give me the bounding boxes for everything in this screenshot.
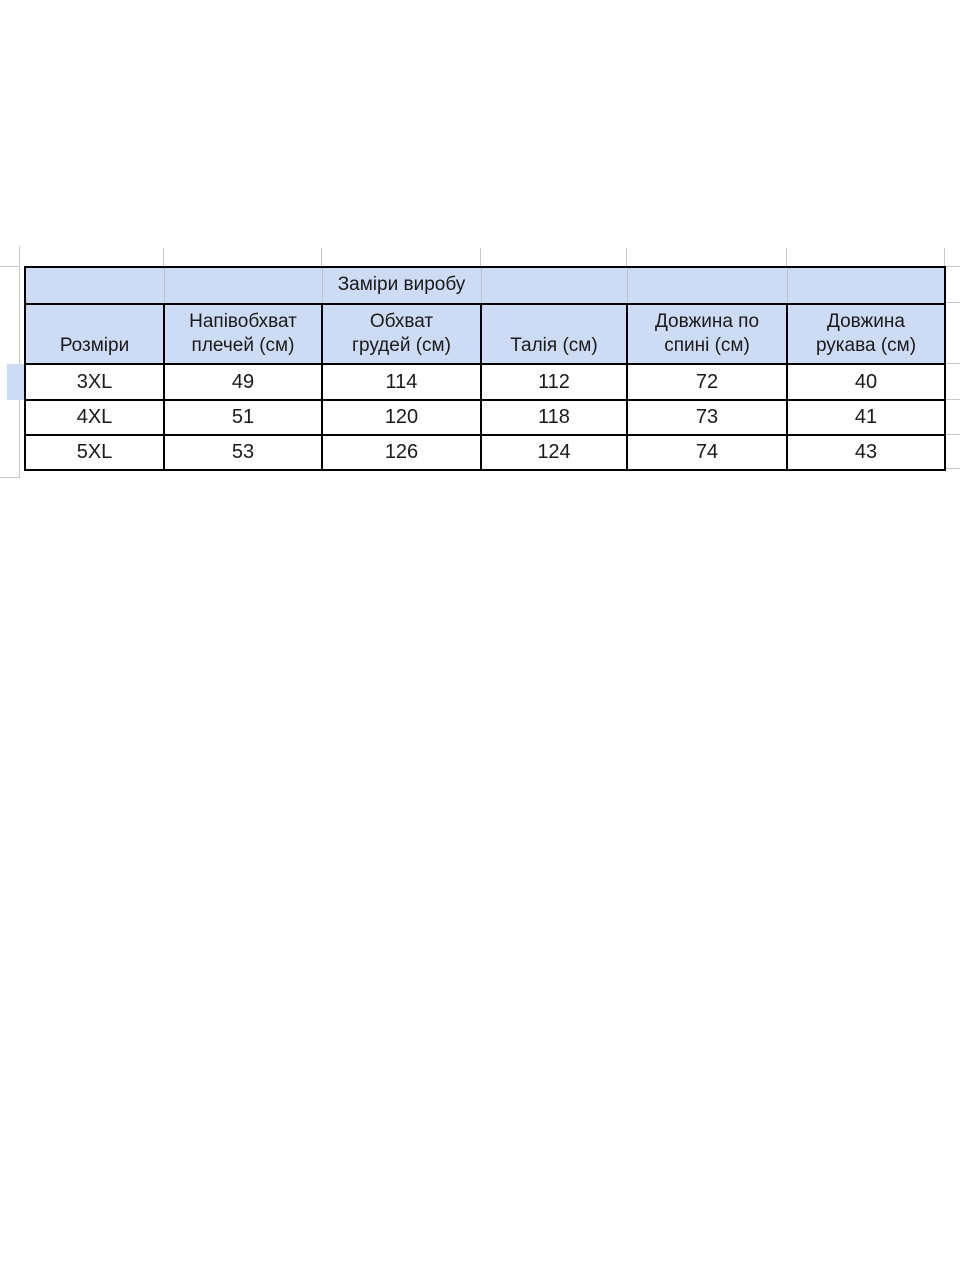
value-cell: 74	[627, 435, 787, 470]
table-title-row	[25, 267, 945, 304]
table-row	[25, 364, 945, 400]
header-line: Довжина	[827, 311, 905, 332]
header-chest-girth	[322, 304, 481, 364]
value-cell: 49	[164, 364, 322, 400]
value-cell: 51	[164, 400, 322, 435]
header-sizes	[25, 304, 164, 364]
value-cell: 124	[481, 435, 627, 470]
size-cell: 3XL	[25, 364, 164, 400]
table-title: Заміри виробу	[322, 267, 481, 304]
header-shoulder-half-girth	[164, 304, 322, 364]
title-spacer-cell	[481, 267, 627, 304]
value-cell: 118	[481, 400, 627, 435]
header-line: Напівобхват	[189, 311, 297, 332]
table-header-row	[25, 304, 945, 364]
header-waist	[481, 304, 627, 364]
gridline-tick-top-right	[944, 248, 945, 266]
size-chart-table	[24, 266, 946, 471]
gridline-tick-bottom-left	[0, 477, 19, 478]
gridline-tick-right-row3	[946, 399, 960, 400]
size-cell: 4XL	[25, 400, 164, 435]
value-cell: 53	[164, 435, 322, 470]
value-cell: 40	[787, 364, 945, 400]
value-cell: 72	[627, 364, 787, 400]
header-line: Довжина по	[654, 311, 760, 332]
gridline-tick-top-col1	[163, 248, 164, 266]
gridline-tick-right-row1	[946, 302, 960, 303]
gridline-vertical-left	[19, 246, 20, 478]
value-cell: 73	[627, 400, 787, 435]
title-spacer-cell	[25, 267, 164, 304]
value-cell: 41	[787, 400, 945, 435]
gridline-tick-right-row4	[946, 434, 960, 435]
gridline-tick-right-row0	[946, 266, 960, 267]
gridline-tick-top-left	[0, 266, 19, 267]
header-line: Розміри	[59, 335, 130, 356]
highlighted-partial-cell	[7, 364, 24, 400]
gridline-tick-top-col2	[321, 248, 322, 266]
value-cell: 120	[322, 400, 481, 435]
header-back-length	[627, 304, 787, 364]
gridline-tick-right-row2	[946, 363, 960, 364]
value-cell: 112	[481, 364, 627, 400]
size-cell: 5XL	[25, 435, 164, 470]
value-cell: 126	[322, 435, 481, 470]
header-line: грудей (см)	[352, 335, 451, 356]
header-line: Обхват	[369, 311, 434, 332]
gridline-tick-right-row5	[946, 468, 960, 469]
title-spacer-cell	[627, 267, 787, 304]
title-spacer-cell	[787, 267, 945, 304]
title-spacer-cell	[164, 267, 322, 304]
header-line: рукава (см)	[815, 335, 917, 356]
value-cell: 43	[787, 435, 945, 470]
header-line: плечей (см)	[191, 335, 295, 356]
gridline-tick-top-col4	[626, 248, 627, 266]
gridline-tick-top-col3	[480, 248, 481, 266]
header-sleeve-length	[787, 304, 945, 364]
header-line: спині (см)	[664, 335, 750, 356]
gridline-tick-top-col5	[786, 248, 787, 266]
header-line: Талія (см)	[510, 335, 598, 356]
table-row	[25, 435, 945, 470]
table-row	[25, 400, 945, 435]
value-cell: 114	[322, 364, 481, 400]
